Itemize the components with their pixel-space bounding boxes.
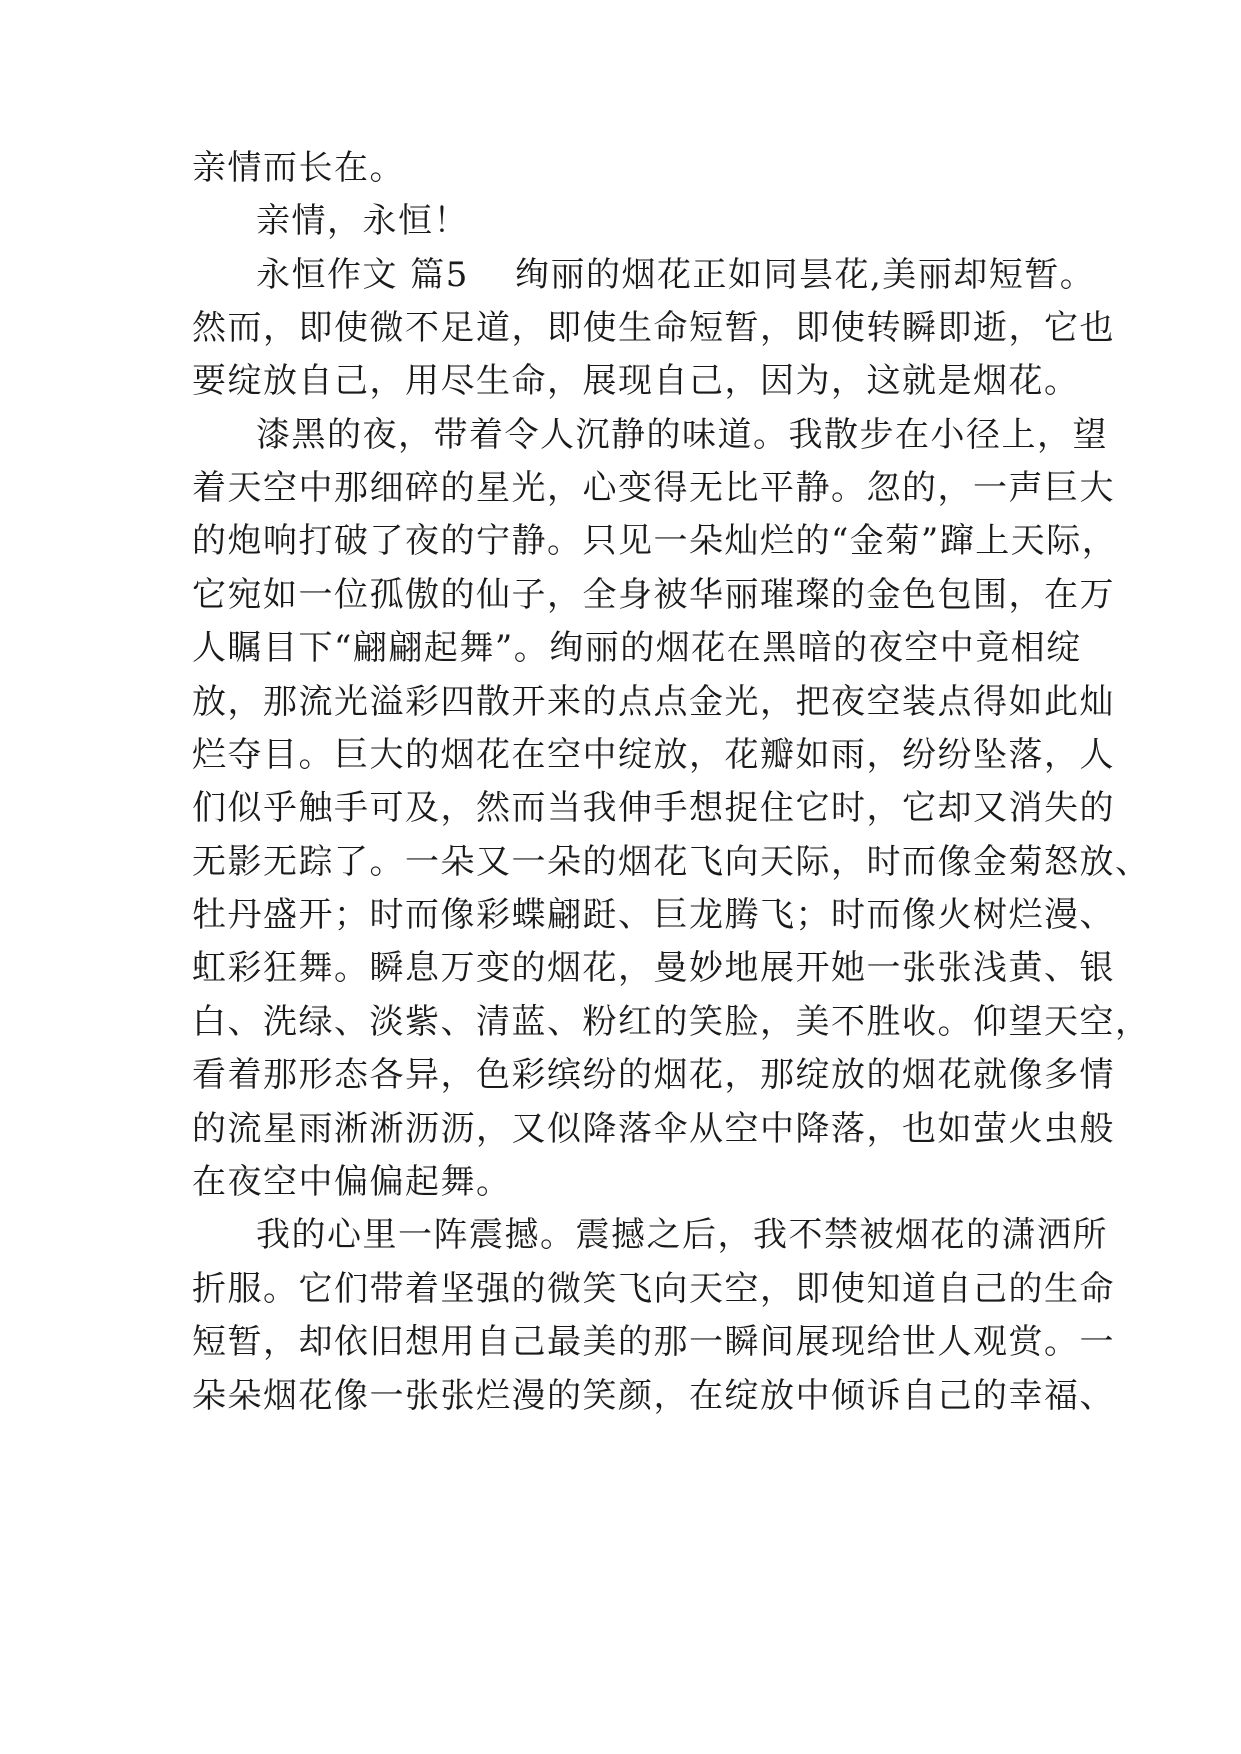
text-line: 着天空中那细碎的星光，心变得无比平静。忽的，一声巨大 xyxy=(192,468,1115,508)
text-line: 朵朵烟花像一张张烂漫的笑颜，在绽放中倾诉自己的幸福、 xyxy=(192,1376,1115,1416)
text-line: 烂夺目。巨大的烟花在空中绽放，花瓣如雨，纷纷坠落，人 xyxy=(192,735,1115,775)
text-line: 漆黑的夜，带着令人沉静的味道。我散步在小径上，望 xyxy=(256,415,1108,455)
text-line: 绚丽的烟花正如同昙花,美丽却短暂。 xyxy=(514,255,1096,295)
text-line: 人瞩目下“翩翩起舞”。绚丽的烟花在黑暗的夜空中竟相绽 xyxy=(192,628,1082,668)
text-line: 的流星雨淅淅沥沥，又似降落伞从空中降落，也如萤火虫般 xyxy=(192,1109,1115,1149)
heading-line xyxy=(256,253,1156,297)
text-line: 它宛如一位孤傲的仙子，全身被华丽璀璨的金色包围，在万 xyxy=(192,575,1115,615)
text-line: 白、洗绿、淡紫、清蓝、粉红的笑脸，美不胜收。仰望天空， xyxy=(192,1002,1151,1042)
text-line: 虹彩狂舞。瞬息万变的烟花，曼妙地展开她一张张浅黄、银 xyxy=(192,948,1115,988)
text-line: 亲情，永恒！ xyxy=(256,201,469,241)
text-line: 折服。它们带着坚强的微笑飞向天空，即使知道自己的生命 xyxy=(192,1269,1115,1309)
text-line: 们似乎触手可及，然而当我伸手想捉住它时，它却又消失的 xyxy=(192,788,1115,828)
text-line: 牡丹盛开；时而像彩蝶翩跹、巨龙腾飞；时而像火树烂漫、 xyxy=(192,895,1115,935)
text-line: 然而，即使微不足道，即使生命短暂，即使转瞬即逝，它也 xyxy=(192,308,1115,348)
text-line: 放，那流光溢彩四散开来的点点金光，把夜空装点得如此灿 xyxy=(192,682,1115,722)
text-line: 的炮响打破了夜的宁静。只见一朵灿烂的“金菊”蹿上天际， xyxy=(192,521,1118,561)
text-line: 在夜空中偏偏起舞。 xyxy=(192,1162,512,1202)
section-title: 永恒作文 篇5 xyxy=(256,255,469,295)
text-line: 无影无踪了。一朵又一朵的烟花飞向天际，时而像金菊怒放、 xyxy=(192,842,1151,882)
text-line: 亲情而长在。 xyxy=(192,148,405,188)
text-line: 要绽放自己，用尽生命，展现自己，因为，这就是烟花。 xyxy=(192,361,1080,401)
text-line: 看着那形态各异，色彩缤纷的烟花，那绽放的烟花就像多情 xyxy=(192,1055,1115,1095)
text-line: 我的心里一阵震撼。震撼之后，我不禁被烟花的潇洒所 xyxy=(256,1215,1108,1255)
text-line: 短暂，却依旧想用自己最美的那一瞬间展现给世人观赏。一 xyxy=(192,1322,1115,1362)
